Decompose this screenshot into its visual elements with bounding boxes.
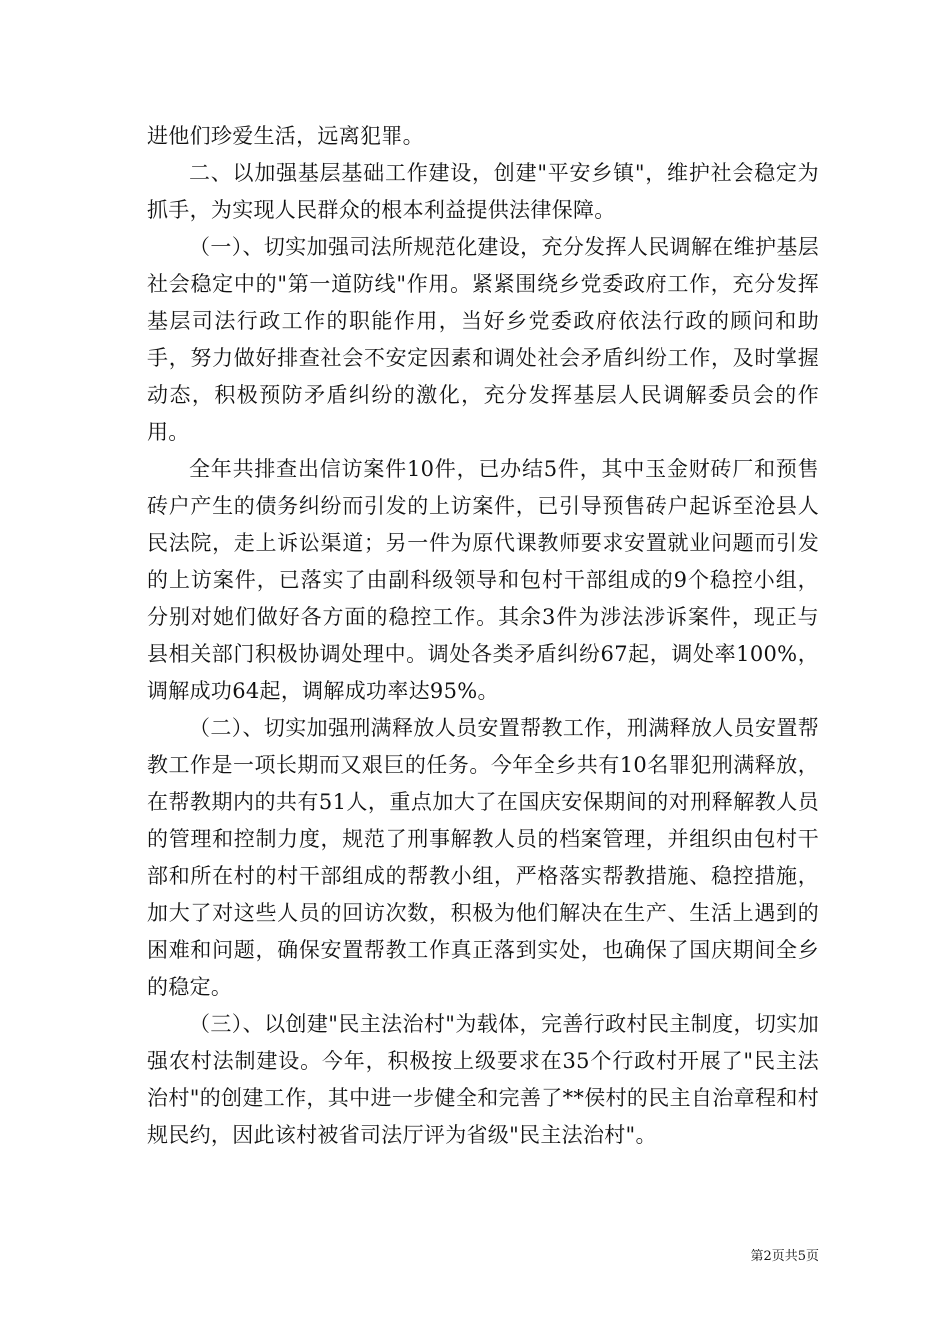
document-body xyxy=(147,118,819,1154)
paragraph-subsection-1: （一）、切实加强司法所规范化建设，充分发挥人民调解在维护基层社会稳定中的"第一道防线"作用。紧紧围绕乡党委政府工作，充分发挥基层司法行政工作的职能作用，当好乡党委政府依法行政的顾问和助手，努力做好排查社会不安定因素和调处社会矛盾纠纷工作，及时掌握动态，积极预防矛盾纠纷的激化，充分发挥基层人民调解委员会的作用。 xyxy=(147,235,819,444)
paragraph-subsection-2: （二）、切实加强刑满释放人员安置帮教工作，刑满释放人员安置帮教工作是一项长期而又艰巨的任务。今年全乡共有10名罪犯刑满释放，在帮教期内的共有51人，重点加大了在国庆安保期间的对刑释解教人员的管理和控制力度，规范了刑事解教人员的档案管理，并组织由包村干部和所在村的村干部组成的帮教小组，严格落实帮教措施、稳控措施，加大了对这些人员的回访次数，积极为他们解决在生产、生活上遇到的困难和问题，确保安置帮教工作真正落到实处，也确保了国庆期间全乡的稳定。 xyxy=(147,716,819,999)
page-number-footer: 第2页共5页 xyxy=(750,1249,819,1264)
paragraph-section-heading-2: 二、以加强基层基础工作建设，创建"平安乡镇"，维护社会稳定为抓手，为实现人民群众的根本利益提供法律保障。 xyxy=(147,161,819,222)
paragraph-petition-cases: 全年共排查出信访案件10件，已办结5件，其中玉金财砖厂和预售砖户产生的债务纠纷而引发的上访案件，已引导预售砖户起诉至沧县人民法院，走上诉讼渠道；另一件为原代课教师要求安置就业问题而引发的上访案件，已落实了由副科级领导和包村干部组成的9个稳控小组，分别对她们做好各方面的稳控工作。其余3件为涉法涉诉案件，现正与县相关部门积极协调处理中。调处各类矛盾纠纷67起，调处率100%，调解成功64起，调解成功率达95%。 xyxy=(147,457,819,703)
paragraph-subsection-3: （三）、以创建"民主法治村"为载体，完善行政村民主制度，切实加强农村法制建设。今年，积极按上级要求在35个行政村开展了"民主法治村"的创建工作，其中进一步健全和完善了**侯村的民主自治章程和村规民约，因此该村被省司法厅评为省级"民主法治村"。 xyxy=(147,1012,819,1147)
paragraph-continuation: 进他们珍爱生活，远离犯罪。 xyxy=(147,124,424,148)
